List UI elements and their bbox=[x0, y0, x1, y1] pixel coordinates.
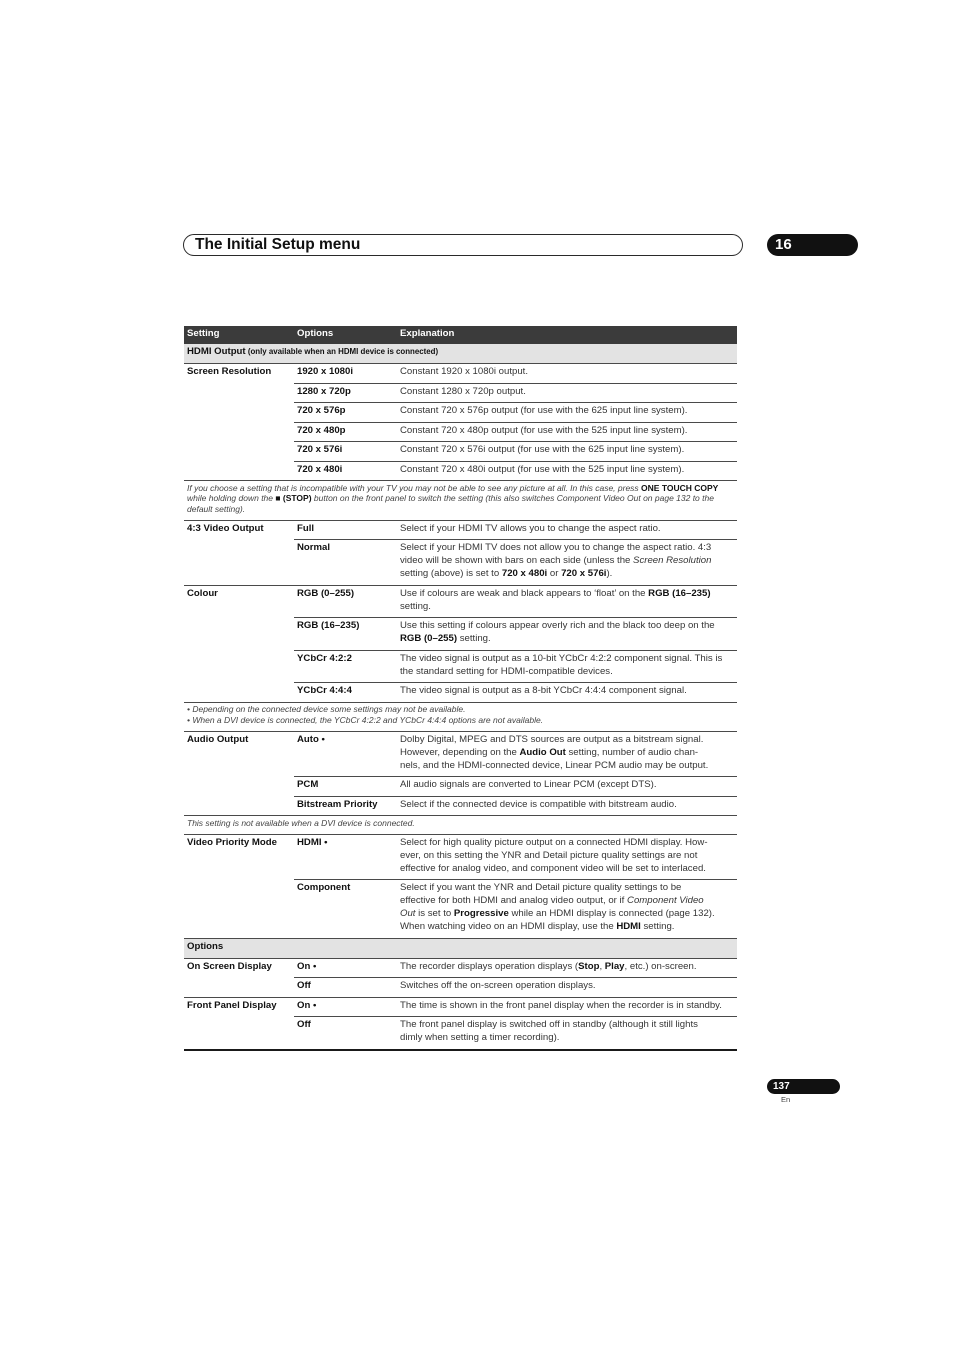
explanation-line bbox=[400, 907, 737, 920]
bold-text: 720 x 576i bbox=[561, 568, 607, 579]
option-name: On • bbox=[297, 960, 317, 972]
option-explanation bbox=[397, 778, 737, 791]
table-row bbox=[294, 777, 737, 797]
setting-group bbox=[184, 835, 737, 939]
text-run: ever, on this setting the YNR and Detail picture quality settings are not bbox=[400, 849, 698, 861]
explanation-line bbox=[400, 684, 737, 697]
setting-options bbox=[294, 998, 737, 1049]
table-row bbox=[294, 618, 737, 651]
setting-group bbox=[184, 364, 737, 481]
explanation-line bbox=[400, 424, 737, 437]
setting-name: Front Panel Display bbox=[187, 999, 277, 1011]
table-row bbox=[294, 540, 737, 585]
page-number: 137 bbox=[773, 1081, 790, 1092]
explanation-line bbox=[400, 778, 737, 791]
table-row bbox=[294, 384, 737, 404]
text-run: This setting is not available when a DVI device is connected. bbox=[187, 817, 415, 828]
option-explanation bbox=[397, 385, 737, 398]
option-name: 1280 x 720p bbox=[297, 385, 351, 397]
table-row bbox=[294, 732, 737, 778]
table-row bbox=[294, 423, 737, 443]
page-number-badge bbox=[767, 1079, 840, 1094]
setting-name: Colour bbox=[187, 587, 218, 599]
table-note bbox=[184, 703, 737, 732]
option-name: YCbCr 4:2:2 bbox=[297, 652, 352, 664]
explanation-line bbox=[400, 652, 737, 665]
text-run: The front panel display is switched off in standby (although it still lights bbox=[400, 1019, 698, 1030]
explanation-line bbox=[400, 881, 737, 894]
table-row bbox=[294, 651, 737, 684]
table-row bbox=[294, 1017, 737, 1049]
bold-text: ONE TOUCH COPY bbox=[641, 482, 719, 493]
explanation-line bbox=[400, 894, 737, 907]
explanation-line bbox=[400, 385, 737, 398]
setting-options bbox=[294, 521, 737, 585]
option-name: Auto • bbox=[297, 733, 325, 745]
option-name: Bitstream Priority bbox=[297, 798, 378, 810]
text-run: or bbox=[547, 568, 562, 579]
text-run: Select if you want the YNR and Detail picture quality settings to be bbox=[400, 882, 682, 893]
option-explanation bbox=[397, 684, 737, 697]
text-run: Select for high quality picture output on a connected HDMI display. How- bbox=[400, 836, 708, 848]
setting-name: Audio Output bbox=[187, 733, 249, 745]
option-name: Normal bbox=[297, 542, 331, 553]
explanation-line bbox=[400, 522, 737, 535]
option-explanation bbox=[397, 960, 737, 973]
setting-name: Screen Resolution bbox=[187, 366, 272, 377]
table-note bbox=[184, 481, 737, 521]
option-name: Off bbox=[297, 1019, 311, 1030]
text-run: Use this setting if colours appear overly rich and the black too deep on the bbox=[400, 620, 715, 631]
explanation-line bbox=[400, 862, 737, 875]
option-explanation bbox=[397, 424, 737, 437]
explanation-line bbox=[400, 798, 737, 811]
italic-text: Component Video bbox=[627, 895, 704, 906]
chapter-title-box bbox=[183, 234, 743, 256]
explanation-line bbox=[400, 1031, 737, 1044]
table-row bbox=[294, 978, 737, 997]
bold-text: RGB (16–235) bbox=[648, 587, 711, 599]
text-run: dimly when setting a timer recording). bbox=[400, 1032, 560, 1043]
column-header-setting: Setting bbox=[187, 328, 220, 339]
option-name: 720 x 576p bbox=[297, 405, 346, 416]
section-subtitle: (only available when an HDMI device is connected) bbox=[245, 347, 439, 356]
option-explanation bbox=[397, 443, 737, 456]
option-explanation bbox=[397, 836, 737, 875]
setting-options bbox=[294, 835, 737, 938]
text-run: If you choose a setting that is incompatible with your TV you may not be able to see any picture at all. In this case, press bbox=[187, 482, 642, 493]
explanation-line bbox=[400, 836, 737, 849]
option-name: 720 x 480p bbox=[297, 424, 346, 436]
italic-text: Screen Resolution bbox=[633, 555, 712, 566]
text-run: • When a DVI device is connected, the YCbCr 4:2:2 and YCbCr 4:4:4 options are not available. bbox=[187, 714, 544, 725]
text-run: button on the front panel to switch the setting (this also switches Component Video Out on page 132 to the bbox=[311, 493, 714, 503]
setting-options bbox=[294, 959, 737, 997]
explanation-line bbox=[400, 960, 737, 973]
bold-text: Play bbox=[604, 960, 625, 972]
bold-text: Progressive bbox=[453, 908, 509, 919]
text-run: the standard setting for HDMI-compatible devices. bbox=[400, 665, 613, 677]
explanation-line bbox=[400, 1018, 737, 1031]
text-run: Select if your HDMI TV allows you to change the aspect ratio. bbox=[400, 522, 661, 534]
explanation-line bbox=[400, 632, 737, 645]
table-row bbox=[294, 364, 737, 384]
text-run: Constant 720 x 480i output (for use with the 525 input line system). bbox=[400, 463, 685, 475]
text-run: setting, number of audio chan- bbox=[565, 746, 699, 758]
option-name: PCM bbox=[297, 779, 319, 790]
text-run: Constant 720 x 480p output (for use with the 525 input line system). bbox=[400, 424, 688, 436]
table-row bbox=[294, 521, 737, 541]
explanation-line bbox=[400, 463, 737, 476]
text-run: Constant 1280 x 720p output. bbox=[400, 385, 526, 397]
chapter-number: 16 bbox=[775, 236, 792, 253]
setting-group bbox=[184, 586, 737, 703]
explanation-line bbox=[400, 567, 737, 580]
setup-table bbox=[184, 326, 737, 1051]
page-title: The Initial Setup menu bbox=[195, 236, 361, 253]
column-header-options: Options bbox=[297, 328, 334, 339]
text-run: , bbox=[599, 960, 605, 972]
option-name: Component bbox=[297, 882, 351, 893]
table-row bbox=[294, 998, 737, 1018]
text-run: Constant 720 x 576p output (for use with the 625 input line system). bbox=[400, 405, 688, 416]
text-run: Switches off the on-screen operation displays. bbox=[400, 980, 596, 991]
note-line bbox=[187, 715, 734, 726]
option-explanation bbox=[397, 365, 737, 378]
explanation-line bbox=[400, 849, 737, 862]
explanation-line bbox=[400, 600, 737, 613]
table-row bbox=[294, 797, 737, 816]
text-run: ). bbox=[606, 568, 613, 579]
table-body bbox=[184, 344, 737, 1051]
text-run: Constant 720 x 576i output (for use with the 625 input line system). bbox=[400, 444, 685, 455]
table-row bbox=[294, 683, 737, 702]
text-run: setting. bbox=[640, 921, 675, 932]
explanation-line bbox=[400, 999, 737, 1012]
bold-text: RGB (0–255) bbox=[400, 633, 458, 644]
text-run: Dolby Digital, MPEG and DTS sources are output as a bitstream signal. bbox=[400, 733, 704, 745]
text-run: All audio signals are converted to Linear PCM (except DTS). bbox=[400, 779, 657, 790]
option-explanation bbox=[397, 619, 737, 645]
table-row bbox=[294, 880, 737, 938]
option-explanation bbox=[397, 881, 737, 933]
explanation-line bbox=[400, 541, 737, 554]
text-run: The recorder displays operation displays ( bbox=[400, 960, 579, 972]
bold-text: 720 x 480i bbox=[501, 568, 548, 579]
text-run: Select if your HDMI TV does not allow you to change the aspect ratio. 4:3 bbox=[400, 542, 712, 553]
explanation-line bbox=[400, 619, 737, 632]
option-name: Off bbox=[297, 980, 311, 991]
option-name: YCbCr 4:4:4 bbox=[297, 685, 352, 696]
table-header-row bbox=[184, 326, 737, 344]
option-explanation bbox=[397, 652, 737, 678]
explanation-line bbox=[400, 554, 737, 567]
note-line bbox=[187, 504, 734, 515]
text-run: Select if the connected device is compatible with bitstream audio. bbox=[400, 798, 677, 810]
note-line bbox=[187, 493, 734, 504]
option-explanation bbox=[397, 979, 737, 992]
option-name: Full bbox=[297, 522, 315, 534]
explanation-line bbox=[400, 979, 737, 992]
setting-options bbox=[294, 364, 737, 480]
chapter-badge bbox=[767, 234, 858, 256]
option-explanation bbox=[397, 587, 737, 613]
setting-group bbox=[184, 998, 737, 1051]
explanation-line bbox=[400, 746, 737, 759]
setting-name: 4:3 Video Output bbox=[187, 522, 264, 534]
text-run: while an HDMI display is connected (page 132). bbox=[508, 908, 715, 919]
option-name: 1920 x 1080i bbox=[297, 366, 354, 377]
option-name: RGB (16–235) bbox=[297, 620, 360, 631]
text-run: • Depending on the connected device some settings may not be available. bbox=[187, 704, 466, 714]
explanation-line bbox=[400, 920, 737, 933]
section-title: Options bbox=[187, 940, 224, 952]
text-run: Constant 1920 x 1080i output. bbox=[400, 366, 529, 377]
option-explanation bbox=[397, 463, 737, 476]
text-run: nels, and the HDMI-connected device, Linear PCM audio may be output. bbox=[400, 759, 709, 771]
text-run: The time is shown in the front panel display when the recorder is in standby. bbox=[400, 999, 722, 1011]
option-explanation bbox=[397, 798, 737, 811]
text-run: effective for both HDMI and analog video output, or if bbox=[400, 895, 628, 906]
option-name: 720 x 576i bbox=[297, 444, 343, 455]
text-run: setting (above) is set to bbox=[400, 568, 502, 579]
option-explanation bbox=[397, 1018, 737, 1044]
option-name: On • bbox=[297, 999, 317, 1011]
text-run: setting. bbox=[457, 633, 491, 644]
text-run: , etc.) on-screen. bbox=[624, 960, 697, 972]
explanation-line bbox=[400, 759, 737, 772]
table-note bbox=[184, 816, 737, 835]
option-explanation bbox=[397, 733, 737, 772]
bold-text: Stop bbox=[578, 960, 600, 972]
option-name: 720 x 480i bbox=[297, 463, 343, 475]
setting-name: On Screen Display bbox=[187, 960, 272, 972]
option-explanation bbox=[397, 522, 737, 535]
table-row bbox=[294, 835, 737, 881]
bold-text: HDMI bbox=[616, 921, 641, 932]
note-line bbox=[187, 818, 734, 829]
option-name: RGB (0–255) bbox=[297, 587, 355, 599]
setting-group bbox=[184, 732, 737, 817]
table-row bbox=[294, 586, 737, 619]
bold-text: ■ (STOP) bbox=[275, 493, 312, 503]
text-run: The video signal is output as a 10-bit YCbCr 4:2:2 component signal. This is bbox=[400, 652, 723, 664]
explanation-line bbox=[400, 587, 737, 600]
text-run: video will be shown with bars on each side (unless the bbox=[400, 555, 634, 566]
option-explanation bbox=[397, 999, 737, 1012]
note-line bbox=[187, 483, 734, 494]
italic-text: Out bbox=[400, 908, 416, 919]
explanation-line bbox=[400, 365, 737, 378]
section-header bbox=[184, 939, 737, 959]
column-header-explanation: Explanation bbox=[400, 328, 455, 339]
text-run: Use if colours are weak and black appears to ‘float’ on the bbox=[400, 587, 649, 599]
explanation-line bbox=[400, 733, 737, 746]
setting-group bbox=[184, 521, 737, 586]
text-run: while holding down the bbox=[187, 493, 276, 503]
explanation-line bbox=[400, 404, 737, 417]
setting-options bbox=[294, 586, 737, 702]
text-run: When watching video on an HDMI display, use the bbox=[400, 921, 617, 932]
note-line bbox=[187, 704, 734, 715]
text-run: default setting). bbox=[187, 503, 246, 514]
table-row bbox=[294, 959, 737, 979]
setting-group bbox=[184, 959, 737, 998]
text-run: The video signal is output as a 8-bit YCbCr 4:4:4 component signal. bbox=[400, 685, 687, 696]
table-row bbox=[294, 462, 737, 481]
text-run: setting. bbox=[400, 600, 431, 612]
table-row bbox=[294, 403, 737, 423]
language-code: En bbox=[781, 1095, 791, 1104]
table-row bbox=[294, 442, 737, 462]
section-header bbox=[184, 344, 737, 364]
setting-name: Video Priority Mode bbox=[187, 836, 277, 848]
explanation-line bbox=[400, 443, 737, 456]
section-title: HDMI Output bbox=[187, 346, 246, 357]
option-explanation bbox=[397, 541, 737, 580]
text-run: effective for analog video, and component video will be set to interlaced. bbox=[400, 862, 706, 874]
text-run: However, depending on the bbox=[400, 746, 520, 758]
bold-text: Audio Out bbox=[519, 746, 566, 758]
explanation-line bbox=[400, 665, 737, 678]
option-explanation bbox=[397, 404, 737, 417]
option-name: HDMI • bbox=[297, 836, 328, 848]
text-run: is set to bbox=[415, 908, 454, 919]
setting-options bbox=[294, 732, 737, 816]
